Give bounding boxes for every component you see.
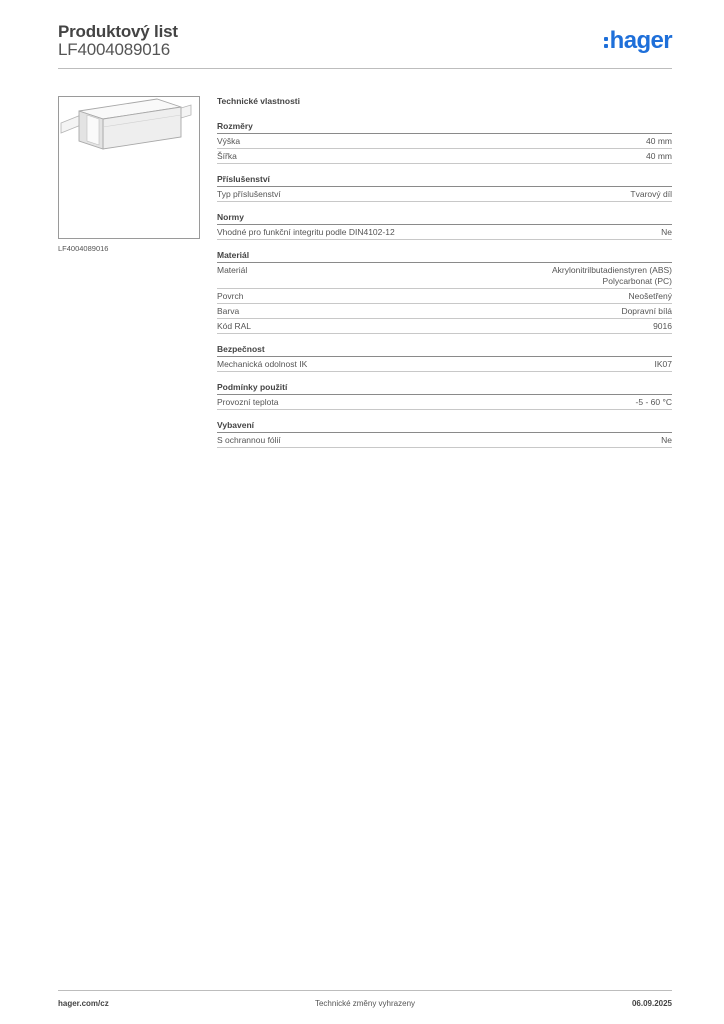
image-caption: LF4004089016 <box>58 244 109 253</box>
spec-label: Šířka <box>217 151 237 161</box>
footer-website-link[interactable]: hager.com/cz <box>58 999 109 1008</box>
spec-value: 40 mm <box>646 151 672 161</box>
spec-value: 9016 <box>653 321 672 331</box>
section-title: Materiál <box>217 249 672 263</box>
spec-value: Neošetřený <box>628 291 672 301</box>
spec-sections <box>217 120 672 448</box>
spec-value: Ne <box>661 435 672 445</box>
logo-text: hager <box>609 27 672 54</box>
product-image <box>58 96 200 239</box>
spec-row <box>217 357 672 372</box>
spec-label: Vhodné pro funkční integritu podle DIN4102-12 <box>217 227 395 237</box>
spec-label: Materiál <box>217 265 248 275</box>
spec-value: Tvarový díl <box>630 189 672 199</box>
spec-row <box>217 289 672 304</box>
spec-value: Ne <box>661 227 672 237</box>
spec-row <box>217 433 672 448</box>
spec-value: Dopravní bílá <box>621 306 672 316</box>
spec-label: Typ příslušenství <box>217 189 281 199</box>
spec-section <box>217 381 672 410</box>
spec-section <box>217 343 672 372</box>
footer-date: 06.09.2025 <box>631 999 672 1008</box>
spec-label: Výška <box>217 136 241 146</box>
technical-specs <box>217 96 672 457</box>
spec-label: Mechanická odolnost IK <box>217 359 308 369</box>
section-title: Příslušenství <box>217 173 672 187</box>
spec-section <box>217 173 672 202</box>
spec-row <box>217 263 672 289</box>
section-title: Normy <box>217 211 672 225</box>
hager-logo[interactable] <box>604 27 672 55</box>
spec-section <box>217 211 672 240</box>
spec-row <box>217 187 672 202</box>
page-header <box>58 20 672 69</box>
spec-section <box>217 120 672 164</box>
spec-row <box>217 319 672 334</box>
spec-value: 40 mm <box>646 136 672 146</box>
spec-row <box>217 395 672 410</box>
spec-label: S ochrannou fólií <box>217 435 281 445</box>
spec-value: Akrylonitrilbutadienstyren (ABS) Polycarbonat (PC) <box>552 265 672 286</box>
spec-row <box>217 304 672 319</box>
spec-row <box>217 134 672 149</box>
spec-row <box>217 149 672 164</box>
spec-row <box>217 225 672 240</box>
page-footer <box>58 990 672 1015</box>
spec-label: Provozní teplota <box>217 397 279 407</box>
spec-value: -5 - 60 °C <box>635 397 672 407</box>
footer-notice: Technické změny vyhrazeny <box>314 999 416 1008</box>
spec-section <box>217 249 672 334</box>
specs-title: Technické vlastnosti <box>217 96 300 106</box>
spec-label: Povrch <box>217 291 244 301</box>
cable-duct-connector-illustration <box>59 97 199 238</box>
logo-dots-icon <box>604 37 608 48</box>
section-title: Bezpečnost <box>217 343 672 357</box>
section-title: Podmínky použití <box>217 381 672 395</box>
spec-label: Kód RAL <box>217 321 252 331</box>
section-title: Rozměry <box>217 120 672 134</box>
spec-value: IK07 <box>654 359 672 369</box>
document-title: Produktový list <box>58 22 178 41</box>
spec-section <box>217 419 672 448</box>
spec-label: Barva <box>217 306 240 316</box>
product-code: LF4004089016 <box>58 40 170 59</box>
section-title: Vybavení <box>217 419 672 433</box>
